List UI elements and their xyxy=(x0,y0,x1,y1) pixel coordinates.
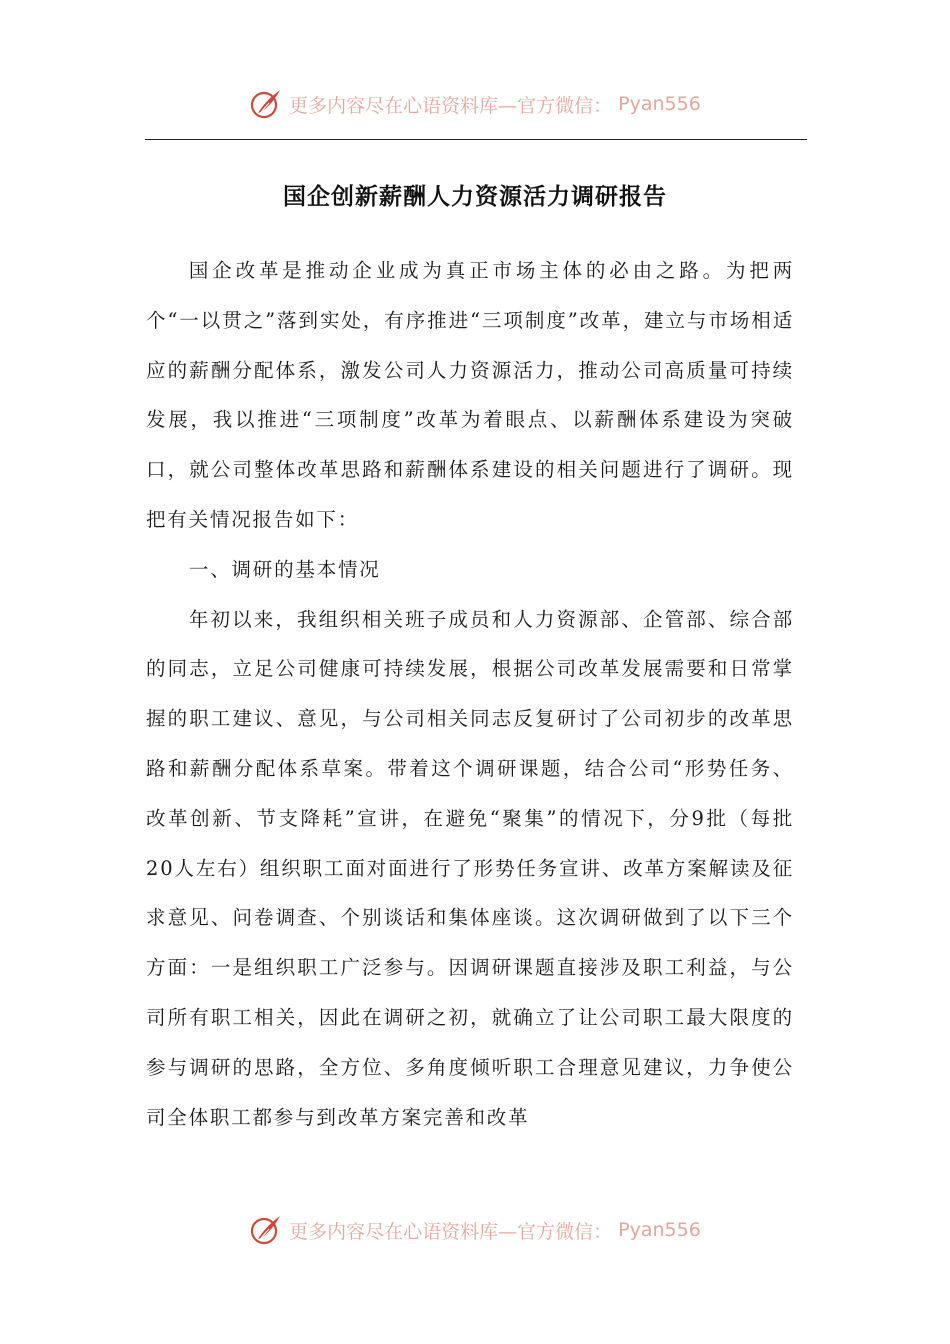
footer-watermark xyxy=(0,1212,950,1248)
header-watermark xyxy=(0,86,950,122)
document-title: 国企创新薪酬人力资源活力调研报告 xyxy=(283,184,667,210)
section-heading: 一、调研的基本情况 xyxy=(188,557,381,581)
watermark-text: 更多内容尽在心语资料库—官方微信： xyxy=(289,1220,613,1243)
quill-logo-icon xyxy=(249,87,283,121)
header-divider xyxy=(145,139,807,140)
watermark-id: Pyan556 xyxy=(618,93,701,115)
watermark-id: Pyan556 xyxy=(618,1219,701,1241)
document-body xyxy=(146,246,794,1142)
paragraph-intro: 国企改革是推动企业成为真正市场主体的必由之路。为把两个“一以贯之”落到实处，有序推进“三项制度”改革，建立与市场相适应的薪酬分配体系，激发公司人力资源活力，推动公司高质量可持续发展，我以推进“三项制度”改革为着眼点、以薪酬体系建设为突破口，就公司整体改革思路和薪酬体系建设的相关问题进行了调研。现把有关情况报告如下： xyxy=(146,259,794,531)
quill-logo-icon xyxy=(249,1213,283,1247)
watermark-text: 更多内容尽在心语资料库—官方微信： xyxy=(289,94,613,117)
paragraph-survey: 年初以来，我组织相关班子成员和人力资源部、企管部、综合部的同志，立足公司健康可持续发展，根据公司改革发展需要和日常掌握的职工建议、意见，与公司相关同志反复研讨了公司初步的改革思路和薪酬分配体系草案。带着这个调研课题，结合公司“形势任务、改革创新、节支降耗”宣讲，在避免“聚集”的情况下，分9批（每批20人左右）组织职工面对面进行了形势任务宣讲、改革方案解读及征求意见、问卷调查、个别谈话和集体座谈。这次调研做到了以下三个方面：一是组织职工广泛参与。因调研课题直接涉及职工利益，与公司所有职工相关，因此在调研之初，就确立了让公司职工最大限度的参与调研的思路，全方位、多角度倾听职工合理意见建议，力争使公司全体职工都参与到改革方案完善和改革 xyxy=(146,607,794,1129)
